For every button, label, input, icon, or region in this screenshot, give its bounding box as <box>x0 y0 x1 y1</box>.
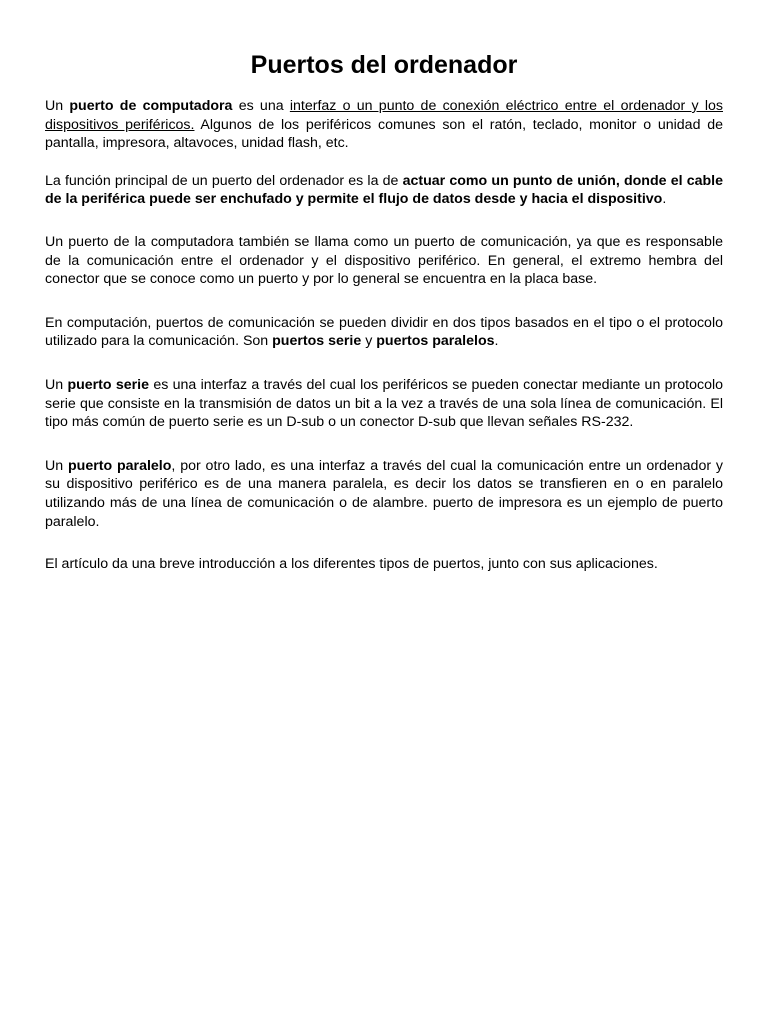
page-title: Puertos del ordenador <box>250 51 518 79</box>
text-run: . <box>662 191 667 208</box>
bold-function-statement: actuar como un punto de unión, donde el cable de la periférica puede ser enchufado y permite el flujo de datos desde y hacia el dispositivo <box>45 172 724 208</box>
document-page <box>45 48 723 574</box>
text-run: La función principal de un puerto del ordenador es la de <box>45 172 403 189</box>
text-run: . <box>494 333 499 350</box>
text-run: es una <box>232 98 290 114</box>
text-run: y <box>361 333 377 350</box>
bold-term-puertos-serie: puertos serie <box>272 333 362 350</box>
text-run: El artículo da una breve introducción a los diferentes tipos de puertos, junto con sus aplicaciones. <box>45 556 658 573</box>
text-run: Un <box>45 457 68 474</box>
text-run: , por otro lado, es una interfaz a través del cual la comunicación entre un ordenador y su dispositivo periférico es de una manera paralela, es decir los datos se transfieren en o en paralelo utilizando más de una línea de comunicación o de alambre. puerto de impresora es un ejemplo de puerto paralelo. <box>45 457 724 530</box>
paragraph-function <box>45 172 723 209</box>
bold-term-puerto-paralelo: puerto paralelo <box>68 457 172 474</box>
bold-term-puertos-paralelos: puertos paralelos <box>376 333 495 350</box>
paragraph-serial-port <box>45 376 723 432</box>
text-run: Un puerto de la computadora también se llama como un puerto de comunicación, ya que es responsable de la comunicación entre el ordenador y el dispositivo periférico. En general, el extremo hembra del conector que se conoce como un puerto y por lo general se encuentra en la placa base. <box>45 233 723 288</box>
text-run: es una interfaz a través del cual los periféricos se pueden conectar mediante un protocolo serie que consiste en la transmisión de datos un bit a la vez a través de una sola línea de comunicación. El tipo más común de puerto serie es un D-sub o un conector D-sub que llevan señales RS-232. <box>45 376 724 431</box>
text-run: Un <box>45 98 70 114</box>
paragraph-communication-port <box>45 233 723 289</box>
text-run: Un <box>45 376 68 393</box>
text-run: Algunos de los periféricos comunes son el ratón, teclado, monitor o unidad de pantalla, impresora, altavoces, unidad flash, etc. <box>45 116 723 152</box>
paragraph-parallel-port <box>45 457 723 531</box>
paragraph-conclusion <box>45 555 723 574</box>
bold-term-puerto-serie: puerto serie <box>67 376 150 393</box>
bold-term-puerto-de-computadora: puerto de computadora <box>69 98 233 114</box>
underlined-definition: interfaz o un punto de conexión eléctrico entre el ordenador y los dispositivos periféricos. <box>45 98 723 133</box>
text-run: En computación, puertos de comunicación se pueden dividir en dos tipos basados en el tipo o el protocolo utilizado para la comunicación. Son <box>45 314 723 350</box>
paragraph-port-types <box>45 314 723 351</box>
paragraph-intro <box>45 97 723 153</box>
